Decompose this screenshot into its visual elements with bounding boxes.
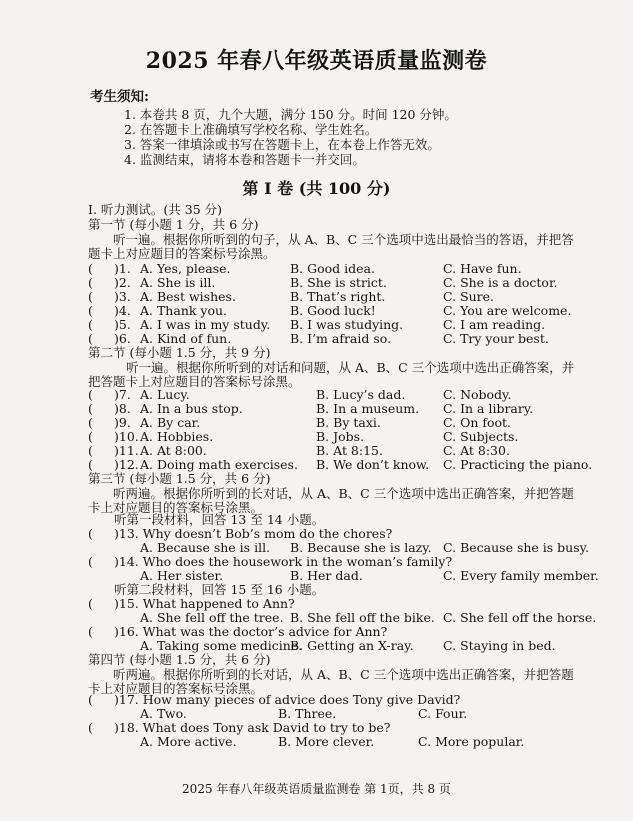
section-heading: 第二节 (每小题 1.5 分，共 9 分) bbox=[88, 345, 271, 360]
section-instruction: 听一遍。根据你所听到的句子，从 A、B、C 三个选项中选出最恰当的答语，并把答题卡上对应题目的答案标号涂黑。 bbox=[88, 232, 574, 261]
page-footer: 2025 年春八年级英语质量监测卷 第 1页，共 8 页 bbox=[182, 782, 451, 796]
answer-paren: ( bbox=[88, 415, 93, 430]
option-a: A. Doing math exercises. bbox=[140, 457, 298, 472]
question-stem: )15. What happened to Ann? bbox=[114, 596, 295, 611]
question-number: )1. bbox=[114, 261, 131, 276]
question-number: )12. bbox=[114, 457, 139, 472]
option-b: B. She is strict. bbox=[290, 275, 387, 290]
section-instruction: 听两遍。根据你所听到的长对话，从 A、B、C 三个选项中选出正确答案，并把答题 卡上对应题目的答案标号涂黑。 bbox=[88, 667, 574, 696]
option-c: C. Every family member. bbox=[443, 568, 599, 583]
notice-item: 1. 本卷共 8 页，九个大题，满分 150 分。时间 120 分钟。 bbox=[124, 107, 457, 122]
part-heading: I. 听力测试。(共 35 分) bbox=[88, 202, 222, 217]
option-a: A. Lucy. bbox=[140, 387, 190, 402]
option-b: B. She fell off the bike. bbox=[290, 610, 435, 625]
option-c: C. More popular. bbox=[418, 734, 525, 749]
question-number: )8. bbox=[114, 401, 131, 416]
option-b: B. We don’t know. bbox=[316, 457, 430, 472]
option-b: B. At 8:15. bbox=[316, 443, 383, 458]
notice-item: 4. 监测结束，请将本卷和答题卡一并交回。 bbox=[124, 152, 365, 167]
question-stem: )17. How many pieces of advice does Tony give David? bbox=[114, 692, 461, 707]
option-c: C. Because she is busy. bbox=[443, 540, 590, 555]
question-number: )2. bbox=[114, 275, 131, 290]
option-c: C. I am reading. bbox=[443, 317, 546, 332]
answer-paren: ( bbox=[88, 596, 93, 611]
option-a: A. Her sister. bbox=[140, 568, 224, 583]
question-number: )7. bbox=[114, 387, 131, 402]
option-a: A. More active. bbox=[140, 734, 237, 749]
question-stem: )13. Why doesn’t Bob’s mom do the chores? bbox=[114, 526, 393, 541]
notice-item: 2. 在答题卡上准确填写学校名称、学生姓名。 bbox=[124, 122, 378, 137]
question-number: )3. bbox=[114, 289, 131, 304]
option-a: A. In a bus stop. bbox=[140, 401, 243, 416]
option-b: B. Three. bbox=[278, 706, 337, 721]
option-b: B. More clever. bbox=[278, 734, 375, 749]
option-c: C. She fell off the horse. bbox=[443, 610, 597, 625]
exam-title: 2025 年春八年级英语质量监测卷 bbox=[145, 48, 488, 74]
answer-paren: ( bbox=[88, 526, 93, 541]
option-c: C. You are welcome. bbox=[443, 303, 572, 318]
question-stem: )16. What was the doctor’s advice for Ann? bbox=[114, 624, 388, 639]
option-a: A. Thank you. bbox=[140, 303, 228, 318]
option-b: B. By taxi. bbox=[316, 415, 381, 430]
section-instruction: 听一遍。根据你所听到的对话和问题，从 A、B、C 三个选项中选出正确答案，并把答题卡上对应题目的答案标号涂黑。 bbox=[88, 360, 575, 389]
option-b: B. In a museum. bbox=[316, 401, 420, 416]
section-heading: 第三节 (每小题 1.5 分，共 6 分) bbox=[88, 471, 271, 486]
option-b: B. That’s right. bbox=[290, 289, 386, 304]
option-a: A. Best wishes. bbox=[140, 289, 236, 304]
answer-paren: ( bbox=[88, 720, 93, 735]
option-a: A. She fell off the tree. bbox=[140, 610, 284, 625]
answer-paren: ( bbox=[88, 275, 93, 290]
option-a: A. By car. bbox=[140, 415, 201, 430]
answer-paren: ( bbox=[88, 387, 93, 402]
option-c: C. In a library. bbox=[443, 401, 534, 416]
option-a: A. Hobbies. bbox=[140, 429, 214, 444]
answer-paren: ( bbox=[88, 317, 93, 332]
option-b: B. Good idea. bbox=[290, 261, 375, 276]
section-heading: 第一节 (每小题 1 分，共 6 分) bbox=[88, 217, 259, 232]
answer-paren: ( bbox=[88, 457, 93, 472]
answer-paren: ( bbox=[88, 401, 93, 416]
section-heading: 第四节 (每小题 1.5 分，共 6 分) bbox=[88, 652, 271, 667]
notice-heading: 考生须知: bbox=[90, 89, 149, 105]
section-instruction: 听两遍。根据你所听到的长对话，从 A、B、C 三个选项中选出正确答案，并把答题卡上对应题目的答案标号涂黑。 bbox=[88, 486, 574, 515]
notice-item: 3. 答案一律填涂或书写在答题卡上，在本卷上作答无效。 bbox=[124, 137, 440, 152]
option-a: A. Kind of fun. bbox=[140, 331, 232, 346]
option-a: A. Two. bbox=[140, 706, 187, 721]
option-b: B. Because she is lazy. bbox=[290, 540, 432, 555]
option-c: C. Practicing the piano. bbox=[443, 457, 593, 472]
option-c: C. At 8:30. bbox=[443, 443, 510, 458]
question-number: )10. bbox=[114, 429, 139, 444]
answer-paren: ( bbox=[88, 303, 93, 318]
option-c: C. Staying in bed. bbox=[443, 638, 556, 653]
answer-paren: ( bbox=[88, 289, 93, 304]
option-b: B. Jobs. bbox=[316, 429, 365, 444]
option-a: A. Yes, please. bbox=[140, 261, 231, 276]
question-number: )6. bbox=[114, 331, 131, 346]
question-number: )5. bbox=[114, 317, 131, 332]
option-b: B. Good luck! bbox=[290, 303, 376, 318]
option-b: B. Her dad. bbox=[290, 568, 363, 583]
option-a: A. Because she is ill. bbox=[140, 540, 271, 555]
question-number: )11. bbox=[114, 443, 139, 458]
answer-paren: ( bbox=[88, 429, 93, 444]
answer-paren: ( bbox=[88, 331, 93, 346]
option-c: C. Try your best. bbox=[443, 331, 549, 346]
option-a: A. She is ill. bbox=[140, 275, 216, 290]
question-number: )4. bbox=[114, 303, 131, 318]
option-b: B. Getting an X-ray. bbox=[290, 638, 414, 653]
option-b: B. I’m afraid so. bbox=[290, 331, 392, 346]
answer-paren: ( bbox=[88, 692, 93, 707]
answer-paren: ( bbox=[88, 554, 93, 569]
volume-title: 第 I 卷 (共 100 分) bbox=[242, 179, 391, 198]
question-number: )9. bbox=[114, 415, 131, 430]
answer-paren: ( bbox=[88, 261, 93, 276]
option-c: C. Four. bbox=[418, 706, 468, 721]
option-b: B. I was studying. bbox=[290, 317, 404, 332]
question-stem: )14. Who does the housework in the woman’s family? bbox=[114, 554, 453, 569]
option-c: C. Nobody. bbox=[443, 387, 512, 402]
option-c: C. Sure. bbox=[443, 289, 495, 304]
question-stem: )18. What does Tony ask David to try to be? bbox=[114, 720, 391, 735]
material-note: 听第二段材料，回答 15 至 16 小题。 bbox=[114, 582, 325, 597]
option-c: C. Subjects. bbox=[443, 429, 519, 444]
option-a: A. At 8:00. bbox=[140, 443, 207, 458]
answer-paren: ( bbox=[88, 443, 93, 458]
option-b: B. Lucy’s dad. bbox=[316, 387, 406, 402]
option-a: A. I was in my study. bbox=[140, 317, 271, 332]
material-note: 听第一段材料，回答 13 至 14 小题。 bbox=[114, 512, 325, 527]
answer-paren: ( bbox=[88, 624, 93, 639]
option-c: C. On foot. bbox=[443, 415, 512, 430]
option-c: C. She is a doctor. bbox=[443, 275, 558, 290]
option-c: C. Have fun. bbox=[443, 261, 522, 276]
option-a: A. Taking some medicine. bbox=[140, 638, 303, 653]
